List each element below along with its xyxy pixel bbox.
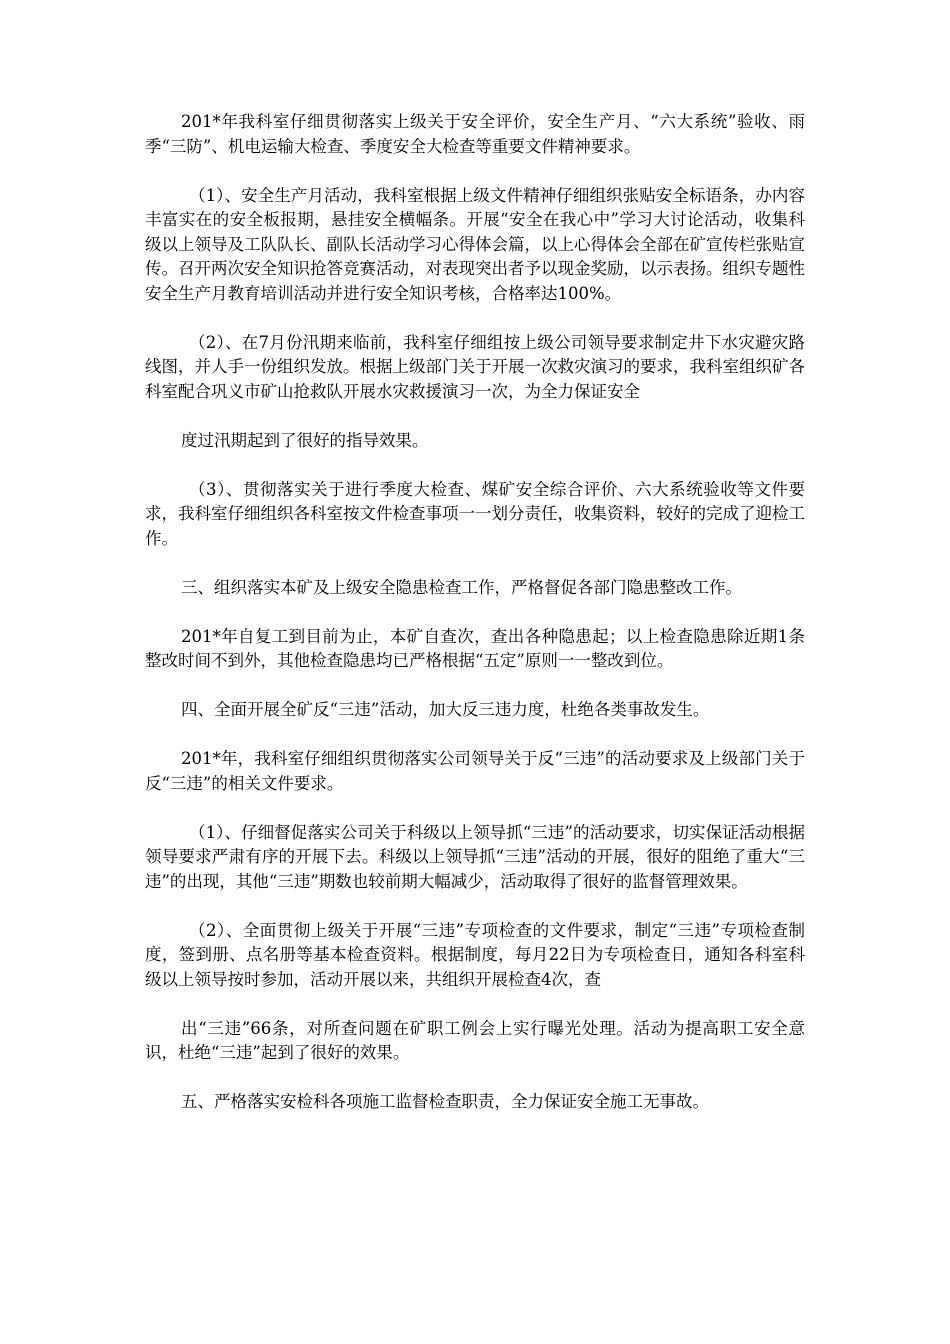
paragraph-leader-supervision: （1）、仔细督促落实公司关于科级以上领导抓“三违”的活动要求，切实保证活动根据领导要求严肃有序的开展下去。科级以上领导抓“三违”活动的开展，很好的阻绝了重大“三违”的出现，其他“三违”期数也较前期大幅减少，活动取得了很好的监督管理效果。 <box>145 822 805 891</box>
paragraph-anti-violations-intro: 201*年，我科室仔细组织贯彻落实公司领导关于反“三违”的活动要求及上级部门关于反“三违”的相关文件要求。 <box>145 749 805 793</box>
paragraph-quarterly-inspection: （3）、贯彻落实关于进行季度大检查、煤矿安全综合评价、六大系统验收等文件要求，我科室仔细组织各科室按文件检查事项一一划分责任，收集资料，较好的完成了迎检工作。 <box>145 479 805 548</box>
section-heading-hazard-inspection: 三、组织落实本矿及上级安全隐患检查工作，严格督促各部门隐患整改工作。 <box>181 577 742 597</box>
paragraph-flood-season-continued: 度过汛期起到了很好的指导效果。 <box>181 430 429 450</box>
document-body <box>145 110 805 1139</box>
paragraph-intro: 201*年我科室仔细贯彻落实上级关于安全评价，安全生产月、“六大系统”验收、雨季“三防”、机电运输大检查、季度安全大检查等重要文件精神要求。 <box>145 112 805 156</box>
paragraph-hazard-results: 201*年自复工到目前为止，本矿自查次，查出各种隐患起；以上检查隐患除近期1条整改时间不到外，其他检查隐患均已严格根据“五定”原则一一整改到位。 <box>145 626 805 670</box>
paragraph-special-inspection: （2）、全面贯彻上级关于开展“三违”专项检查的文件要求，制定“三违”专项检查制度，签到册、点名册等基本检查资料。根据制度，每月22日为专项检查日，通知各科室科级以上领导按时参加，活动开展以来，共组织开展检查4次，查 <box>145 920 805 989</box>
section-heading-anti-violations: 四、全面开展全矿反“三违”活动，加大反三违力度，杜绝各类事故发生。 <box>181 700 710 719</box>
section-heading-construction-supervision: 五、严格落实安检科各项施工监督检查职责，全力保证安全施工无事故。 <box>181 1092 709 1111</box>
paragraph-special-inspection-continued: 出“三违”66条，对所查问题在矿职工例会上实行曝光处理。活动为提高职工安全意识，杜绝“三违”起到了很好的效果。 <box>145 1018 805 1062</box>
paragraph-safety-month: （1）、安全生产月活动，我科室根据上级文件精神仔细组织张贴安全标语条，办内容丰富实在的安全板报期，悬挂安全横幅条。开展“安全在我心中”学习大讨论活动，收集科级以上领导及工队队长、副队长活动学习心得体会篇，以上心得体会全部在矿宣传栏张贴宣传。召开两次安全知识抢答竞赛活动，对表现突出者予以现金奖励，以示表扬。组织专题性安全生产月教育培训活动并进行安全知识考核，合格率达100%。 <box>145 185 805 303</box>
paragraph-flood-season: （2）、在7月份汛期来临前，我科室仔细组按上级公司领导要求制定井下水灾避灾路线图，并人手一份组织发放。根据上级部门关于开展一次救灾演习的要求，我科室组织矿各科室配合巩义市矿山抢救队开展水灾救援演习一次，为全力保证安全 <box>145 332 805 401</box>
